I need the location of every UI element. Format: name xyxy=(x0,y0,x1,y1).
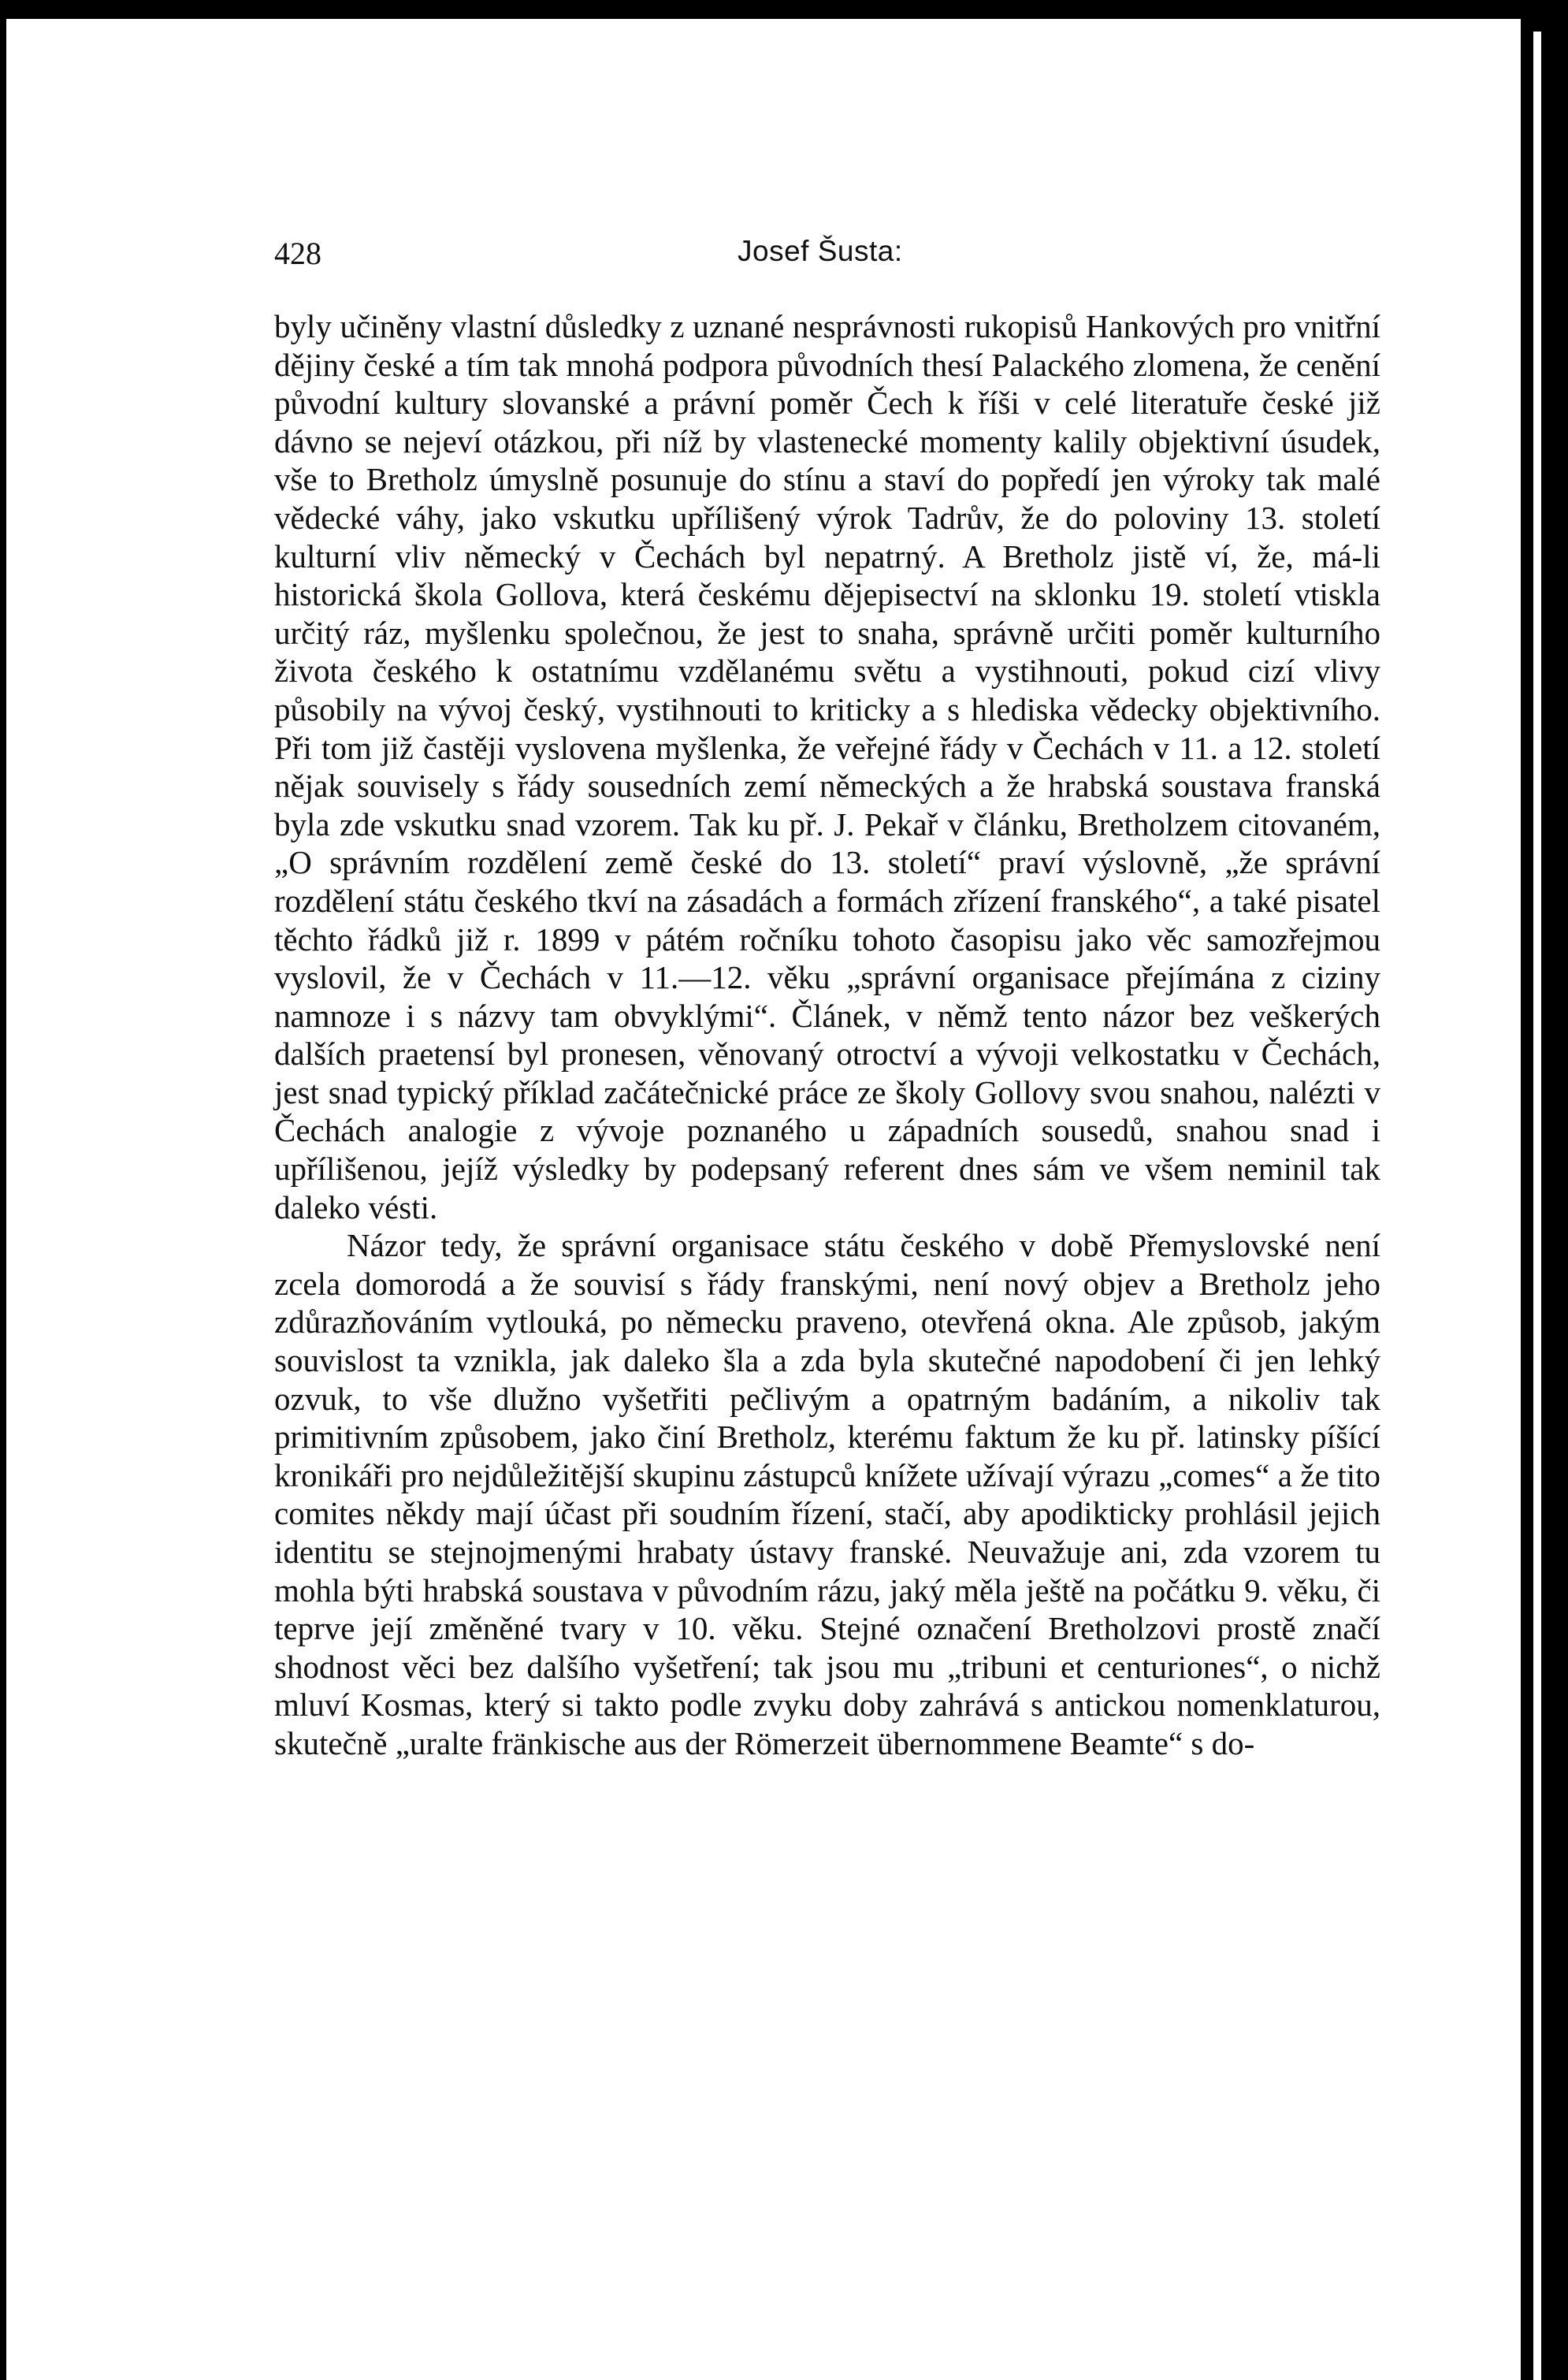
paragraph-2: Názor tedy, že správní organisace státu českého v době Přemyslovské není zcela domorodá a že souvisí s řády franskými, není nový objev a Bretholz jeho zdůrazňováním vytlouká, po německu praveno, otevřená okna. Ale způsob, jakým souvislost ta vznikla, jak daleko šla a zda byla skutečné napodobení či jen lehký ozvuk, to vše dlužno vyšetřiti pečlivým a opatrným badáním, a nikoliv tak primitivním způsobem, jako činí Bretholz, kterému faktum že ku př. latinsky píšící kronikáři pro nejdůležitější skupinu zástupců knížete užívají výrazu „comes“ a že tito comites někdy mají účast při soudním řízení, stačí, aby apodikticky prohlásil jejich identitu se stejnojmenými hrabaty ústavy franské. Neuvažuje ani, zda vzorem tu mohla býti hrabská soustava v původním rázu, jaký měla ještě na počátku 9. věku, či teprve její změněné tvary v 10. věku. Stejné označení Bretholzovi prostě značí shodnost věci bez dalšího vyšetření; tak jsou mu „tribuni et centuriones“, o nichž mluví Kosmas, který si takto podle zvyku doby zahrává s antickou nomenklaturou, skutečně „uralte fränkische aus der Römerzeit übernommene Beamte“ s do- xyxy=(274,1227,1380,1761)
page-number: 428 xyxy=(274,236,321,271)
body-text xyxy=(274,307,1380,1763)
running-title: Josef Šusta: xyxy=(738,235,903,267)
scan-right-edge xyxy=(1521,0,1568,2380)
paragraph-1: byly učiněny vlastní důsledky z uznané nesprávnosti rukopisů Hankových pro vnitřní dějiny české a tím tak mnohá podpora původních thesí Palackého zlomena, že cenění původní kultury slovanské a právní poměr Čech k říši v celé literatuře české již dávno se nejeví otázkou, při níž by vlastenecké momenty kalily objektivní úsudek, vše to Bretholz úmyslně posunuje do stínu a staví do popředí jen výroky tak malé vědecké váhy, jako vskutku upřílišený výrok Tadrův, že do poloviny 13. století kulturní vliv německý v Čechách byl nepatrný. A Bretholz jistě ví, že, má-li historická škola Gollova, která českému dějepisectví na sklonku 19. století vtiskla určitý ráz, myšlenku společnou, že jest to snaha, správně určiti poměr kulturního života českého k ostatnímu vzdělanému světu a vystihnouti, pokud cizí vlivy působily na vývoj český, vystihnouti to kriticky a s hlediska vědecky objektivního. Při tom již častěji vyslovena myšlenka, že veřejné řády v Čechách v 11. a 12. století nějak souvisely s řády sousedních zemí německých a že hrabská soustava franská byla zde vskutku snad vzorem. Tak ku př. J. Pekař v článku, Bretholzem citovaném, „O správním rozdělení země české do 13. století“ praví výslovně, „že správní rozdělení státu českého tkví na zásadách a formách zřízení franského“, a také pisatel těchto řádků již r. 1899 v pátém ročníku tohoto časopisu jako věc samozřejmou vyslovil, že v Čechách v 11.—12. věku „správní organisace přejímána z ciziny namnoze i s názvy tam obvyklými“. Článek, v němž tento názor bez veškerých dalších praetensí byl pronesen, věnovaný otroctví a vývoji velkostatku v Čechách, jest snad typický příklad začátečnické práce ze školy Gollovy svou snahou, nalézti v Čechách analogie z vývoje poznaného u západních sousedů, snahou snad i upřílišenou, jejíž výsledky by podepsaný referent dnes sám ve všem neminil tak daleko vésti. xyxy=(274,308,1380,1225)
scan-edge-line xyxy=(1533,32,1541,2380)
page-header xyxy=(274,235,1380,270)
